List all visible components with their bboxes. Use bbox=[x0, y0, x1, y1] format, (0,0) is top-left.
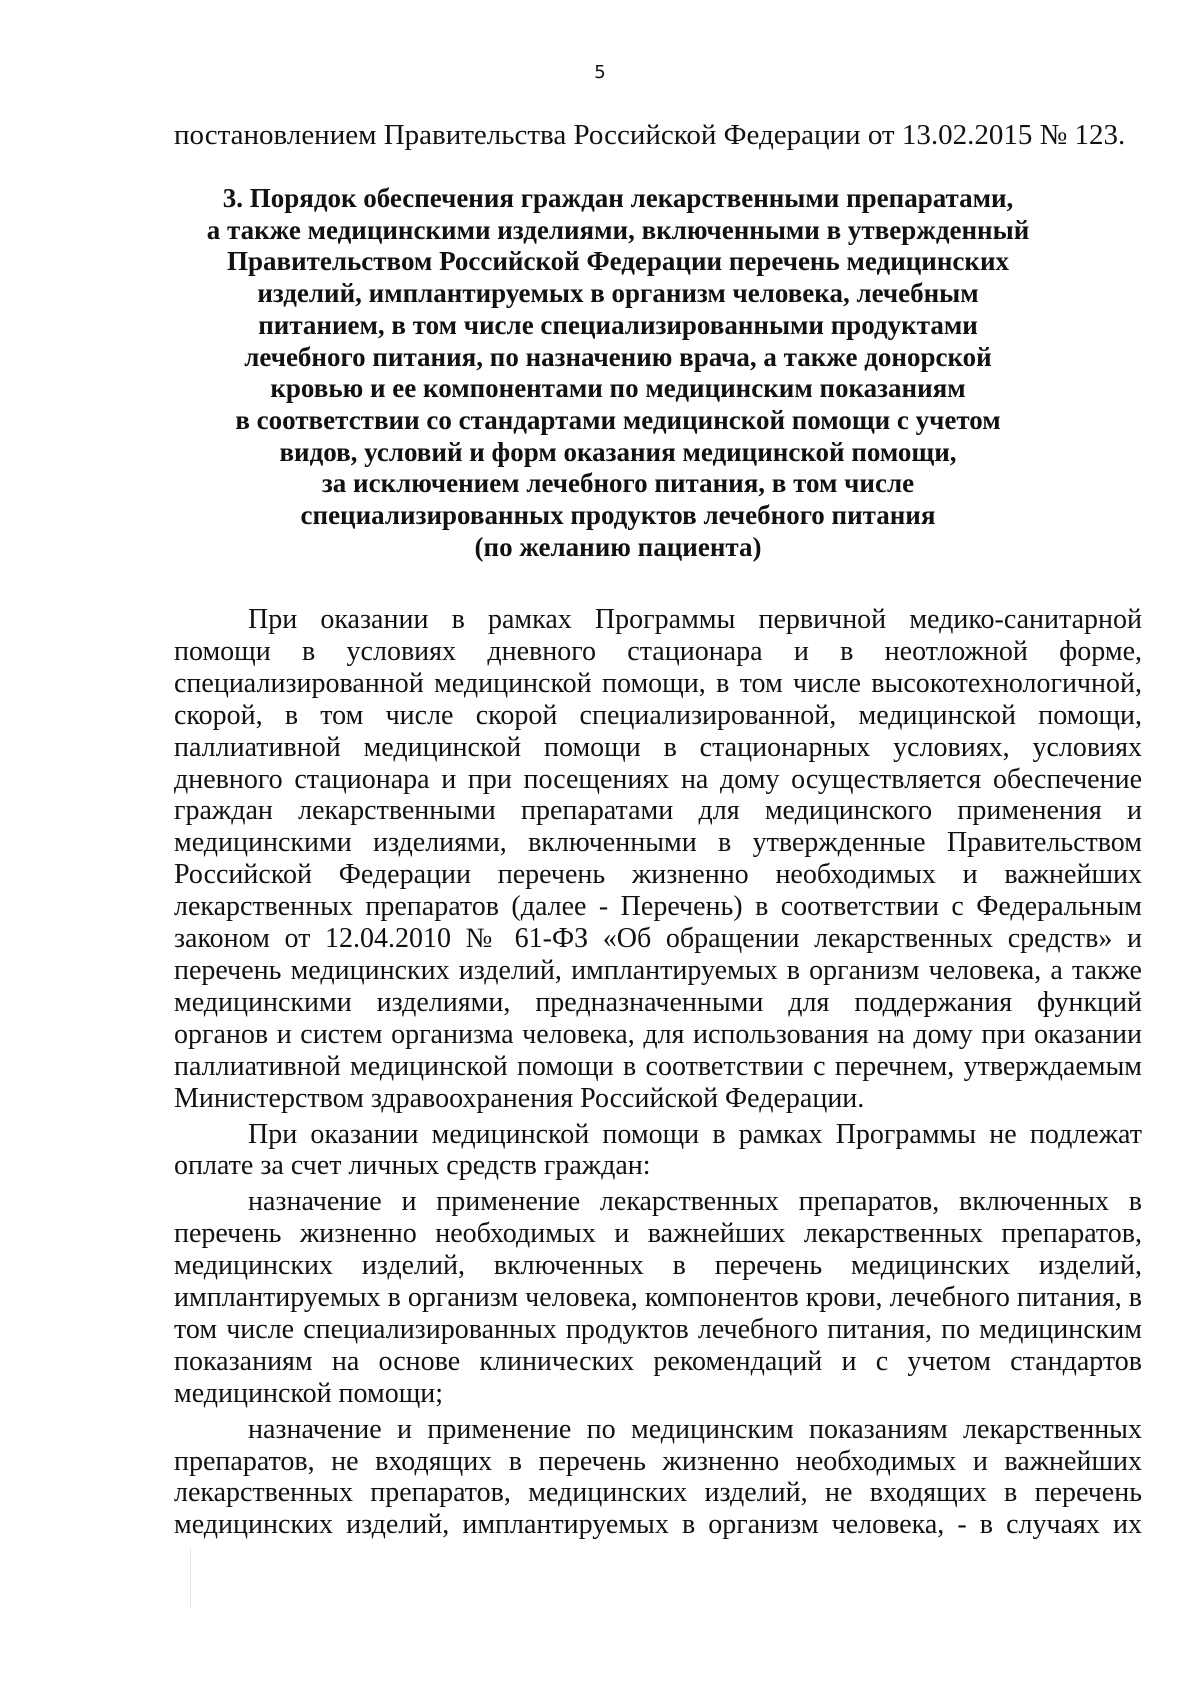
section-heading bbox=[200, 183, 1036, 563]
paragraph-not-paid-intro: При оказании медицинской помощи в рамках Программы не подлежат оплате за счет личных средств граждан: bbox=[174, 1118, 1142, 1182]
heading-line: видов, условий и форм оказания медицинской помощи, bbox=[279, 436, 957, 467]
paragraph-drug-provision: При оказании в рамках Программы первичной медико-санитарной помощи в условиях дневного стационара и в неотложной форме, специализированной медицинской помощи, в том числе высокотехнологичной, скорой, в том числе скорой специализированной, медицинской помощи, паллиативной медицинской помощи в стационарных условиях, условиях дневного стационара и при посещениях на дому осуществляется обеспечение граждан лекарственными препаратами для медицинского применения и медицинскими изделиями, включенными в утвержденные Правительством Российской Федерации перечень жизненно необходимых и важнейших лекарственных препаратов (далее - Перечень) в соответствии с Федеральным законом от 12.04.2010 № 61-ФЗ «Об обращении лекарственных средств» и перечень медицинских изделий, имплантируемых в организм человека, а также медицинскими изделиями, предназначенными для поддержания функций органов и систем организма человека, для использования на дому при оказании паллиативной медицинской помощи в соответствии с перечнем, утверждаемым Министерством здравоохранения Российской Федерации. bbox=[174, 604, 1142, 1114]
paragraph-list-item-1: назначение и применение лекарственных препаратов, включенных в перечень жизненно необходимых и важнейших лекарственных препаратов, медицинских изделий, включенных в перечень медицинских изделий, имплантируемых в организм человека, компонентов крови, лечебного питания, в том числе специализированных продуктов лечебного питания, по медицинским показаниям на основе клинических рекомендаций и с учетом стандартов медицинской помощи; bbox=[174, 1186, 1142, 1409]
heading-line: Правительством Российской Федерации перечень медицинских bbox=[226, 246, 1010, 277]
heading-line: кровью и ее компонентами по медицинским показаниям bbox=[270, 373, 966, 404]
continuation-line: постановлением Правительства Российской Федерации от 13.02.2015 № 123. bbox=[174, 119, 1126, 151]
body-text bbox=[174, 604, 1142, 1541]
heading-line: за исключением лечебного питания, в том числе bbox=[321, 468, 915, 499]
heading-line: (по желанию пациента) bbox=[474, 531, 762, 562]
page-number: 5 bbox=[594, 62, 606, 83]
heading-line: в соответствии со стандартами медицинской помощи с учетом bbox=[235, 404, 1001, 435]
heading-line: изделий, имплантируемых в организм человека, лечебным bbox=[257, 278, 979, 309]
heading-line: 3. Порядок обеспечения граждан лекарственными препаратами, bbox=[222, 183, 1014, 213]
heading-line: питанием, в том числе специализированными продуктами bbox=[258, 309, 978, 340]
heading-line: а также медицинскими изделиями, включенными в утвержденный bbox=[206, 214, 1030, 245]
heading-line: лечебного питания, по назначению врача, а также донорской bbox=[244, 341, 992, 372]
paragraph-list-item-2: назначение и применение по медицинским показаниям лекарственных препаратов, не входящих в перечень жизненно необходимых и важнейших лекарственных препаратов, медицинских изделий, не входящих в перечень медицинских изделий, имплантируемых в организм человека, - в случаях их bbox=[174, 1413, 1142, 1541]
heading-line: специализированных продуктов лечебного питания bbox=[300, 500, 936, 531]
scan-margin-mark bbox=[190, 1548, 191, 1608]
